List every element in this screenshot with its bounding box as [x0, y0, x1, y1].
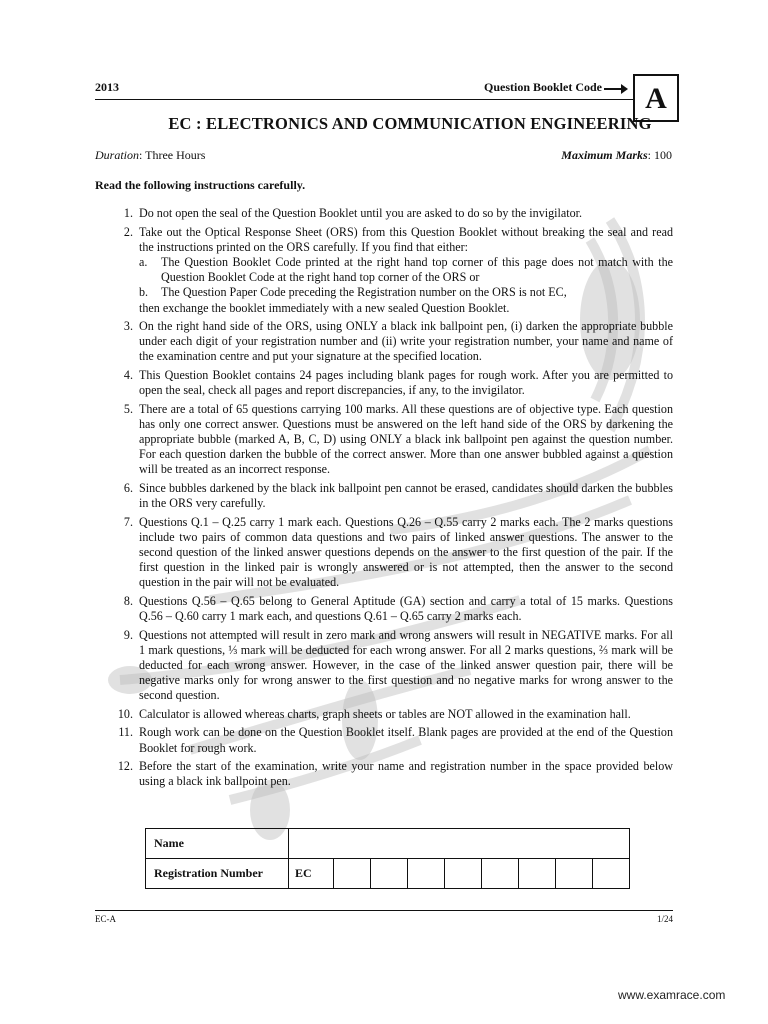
registration-digit-cell[interactable]: [371, 859, 408, 889]
marks-label: Maximum Marks: [561, 148, 648, 162]
instruction-2-head: Take out the Optical Response Sheet (ORS) from this Question Booklet without breaking the seal and read the instructions printed on the ORS carefully. If you find that either:: [139, 224, 673, 254]
duration: [95, 148, 205, 163]
instruction-10: Calculator is allowed whereas charts, graph sheets or tables are NOT allowed in the examination hall.: [139, 706, 631, 721]
instruction-2-tail: then exchange the booklet immediately with a new sealed Question Booklet.: [139, 300, 510, 315]
instruction-2b-text: The Question Paper Code preceding the Registration number on the ORS is not EC,: [161, 285, 567, 300]
list-item: 5. There are a total of 65 questions carrying 100 marks. All these questions are of objective type. Each question has only one correct answer. Questions must be answered on the left hand side of the ORS by darkening the appropriate bubble (marked A, B, C, D) using ONLY a black ink ballpoint pen against the question number. For each question darken the bubble of the correct answer. More than one answer bubbled against a question will be treated as an incorrect response.: [123, 401, 673, 477]
instruction-6: Since bubbles darkened by the black ink ballpoint pen cannot be erased, candidates should darken the bubbles in the ORS very carefully.: [139, 480, 673, 511]
instruction-7: Questions Q.1 – Q.25 carry 1 mark each. Questions Q.26 – Q.55 carry 2 marks each. The 2 marks questions include two pairs of common data questions and two pairs of linked answer questions. The answer to the second question of the linked answer questions depends on the answer to the first question of the pair. If the first question in the linked pair is wrongly answered or is not attempted, then the answer to the second question in the pair will not be evaluated.: [139, 514, 673, 590]
list-item: 9. Questions not attempted will result in zero mark and wrong answers will result in NEGATIVE marks. For all 1 mark questions, ⅓ mark will be deducted for each wrong answer. For all 2 marks questions, ⅔ mark will be deducted for each wrong answer. However, in the case of the linked answer question pair, there will be negative marks only for wrong answer to the first question and no negative marks for wrong answer to the second question.: [123, 627, 673, 703]
instruction-2a-text: The Question Booklet Code printed at the right hand top corner of this page does not match with the Question Booklet Code at the right hand top corner of the ORS or: [161, 254, 673, 285]
instruction-8: Questions Q.56 – Q.65 belong to General Aptitude (GA) section and carry a total of 15 marks. Questions Q.56 – Q.60 carry 1 mark each, and questions Q.61 – Q.65 carry 2 marks each.: [139, 593, 673, 624]
list-item: 8. Questions Q.56 – Q.65 belong to General Aptitude (GA) section and carry a total of 15 marks. Questions Q.56 – Q.60 carry 1 mark each, and questions Q.61 – Q.65 carry 2 marks each.: [123, 593, 673, 624]
instruction-2b: [139, 285, 673, 300]
list-item: 1. Do not open the seal of the Question Booklet until you are asked to do so by the invigilator.: [107, 206, 673, 221]
name-label: Name: [146, 829, 289, 859]
footer-paper-code: EC-A: [95, 914, 116, 924]
instruction-3: On the right hand side of the ORS, using ONLY a black ink ballpoint pen, (i) darken the appropriate bubble under each digit of your registration number and (ii) write your registration number, your name and name of the examination centre and put your signature at the specified location.: [139, 319, 673, 364]
list-item: 7. Questions Q.1 – Q.25 carry 1 mark each. Questions Q.26 – Q.55 carry 2 marks each. The 2 marks questions include two pairs of common data questions and two pairs of linked answer questions. The answer to the second question of the linked answer questions depends on the answer to the first question of the pair. If the first question in the linked pair is wrongly answered or is not attempted, then the answer to the second question in the pair will not be evaluated.: [123, 514, 673, 590]
duration-label: Duration: [95, 148, 140, 162]
list-item: 11. Rough work can be done on the Question Booklet itself. Blank pages are provided at the end of the Question Booklet for rough work.: [118, 725, 673, 755]
registration-digit-cell[interactable]: [519, 859, 556, 889]
registration-digit-cell[interactable]: [482, 859, 519, 889]
list-item: 2. Take out the Optical Response Sheet (ORS) from this Question Booklet without breaking the seal and read the instructions printed on the ORS carefully. If you find that either: a. The Question Booklet Code printed at the right hand top corner of this page does not match with the Question Booklet Code at the right hand top corner of the ORS or b. The Question Paper Code preceding the Registration number on the ORS is not EC, then exchange the booklet immediately with a new sealed Question Booklet.: [123, 224, 673, 315]
table-row: [146, 859, 630, 889]
booklet-code-label: Question Booklet Code: [484, 80, 603, 94]
list-item: 4. This Question Booklet contains 24 pages including blank pages for rough work. After you are permitted to open the seal, check all pages and report discrepancies, if any, to the invigilator.: [123, 367, 673, 398]
marks-value: : 100: [647, 148, 672, 162]
instruction-12: Before the start of the examination, write your name and registration number in the space provided below using a black ink ballpoint pen.: [139, 759, 673, 789]
page-title: EC : ELECTRONICS AND COMMUNICATION ENGINEERING: [168, 114, 652, 133]
sub-label-b: b.: [139, 285, 149, 300]
instruction-4: This Question Booklet contains 24 pages including blank pages for rough work. After you are permitted to open the seal, check all pages and report discrepancies, if any, to the invigilator.: [139, 367, 673, 398]
booklet-code-box: A: [633, 74, 679, 122]
instruction-1: Do not open the seal of the Question Booklet until you are asked to do so by the invigilator.: [139, 206, 583, 220]
list-item: 3. On the right hand side of the ORS, using ONLY a black ink ballpoint pen, (i) darken the appropriate bubble under each digit of your registration number and (ii) write your registration number, your name and name of the examination centre and put your signature at the specified location.: [123, 319, 673, 364]
duration-value: : Three Hours: [139, 148, 206, 162]
list-item: 12. Before the start of the examination, write your name and registration number in the space provided below using a black ink ballpoint pen.: [117, 759, 673, 789]
list-item: 10. Calculator is allowed whereas charts, graph sheets or tables are NOT allowed in the examination hall.: [107, 707, 673, 722]
website-watermark[interactable]: www.examrace.com: [618, 988, 726, 1002]
header-rule: [95, 99, 633, 100]
instruction-2: [139, 225, 673, 316]
list-item: 6. Since bubbles darkened by the black ink ballpoint pen cannot be erased, candidates should darken the bubbles in the ORS very carefully.: [123, 480, 673, 511]
exam-year: 2013: [95, 80, 119, 94]
arrow-right-icon: [604, 88, 626, 90]
footer-rule: [95, 910, 673, 911]
name-field[interactable]: [289, 829, 630, 859]
registration-label: Registration Number: [146, 859, 289, 889]
registration-digit-cell[interactable]: [593, 859, 630, 889]
instruction-11: Rough work can be done on the Question Booklet itself. Blank pages are provided at the end of the Question Booklet for rough work.: [139, 725, 673, 755]
instruction-2a: [139, 255, 673, 285]
sub-label-a: a.: [139, 254, 148, 269]
registration-digit-cell[interactable]: [408, 859, 445, 889]
registration-digit-cell[interactable]: [556, 859, 593, 889]
registration-digit-cell[interactable]: [334, 859, 371, 889]
instruction-5: There are a total of 65 questions carrying 100 marks. All these questions are of objective type. Each question has only one correct answer. Questions must be answered on the left hand side of the ORS by darkening the appropriate bubble (marked A, B, C, D) using ONLY a black ink ballpoint pen against the question number. For each question darken the bubble of the correct answer. More than one answer bubbled against a question will be treated as an incorrect response.: [139, 401, 673, 477]
table-row: [146, 829, 630, 859]
instructions-list: [107, 206, 673, 793]
instruction-9: Questions not attempted will result in zero mark and wrong answers will result in NEGATIVE marks. For all 1 mark questions, ⅓ mark will be deducted for each wrong answer. For all 2 marks questions, ⅔ mark will be deducted for each wrong answer. However, in the case of the linked answer question pair, there will be negative marks only for wrong answer to the first question and no negative marks for wrong answer to the second question.: [139, 627, 673, 703]
footer-page-number: 1/24: [656, 914, 673, 924]
maximum-marks: [540, 148, 672, 163]
instructions-heading: Read the following instructions carefully.: [95, 178, 306, 192]
registration-prefix: EC: [289, 859, 334, 889]
registration-digit-cell[interactable]: [445, 859, 482, 889]
candidate-details-table: [145, 828, 630, 889]
